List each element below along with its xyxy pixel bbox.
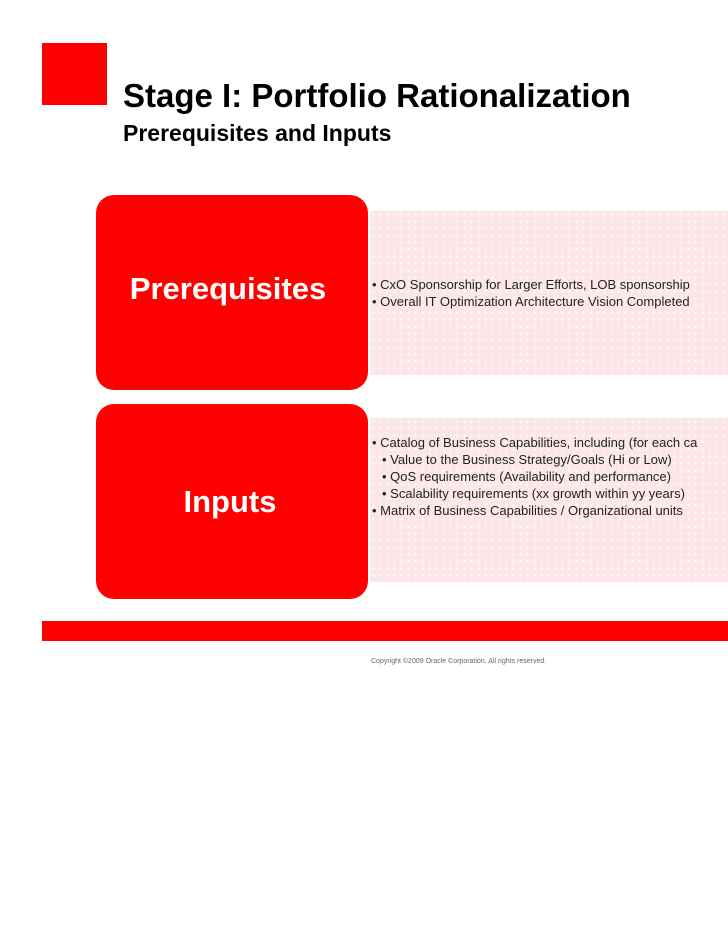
prerequisites-list: [372, 276, 690, 310]
prerequisites-label-box: [96, 195, 368, 390]
footer-bar: [42, 621, 728, 641]
inputs-list: [372, 434, 697, 519]
input-subitem: • QoS requirements (Availability and performance): [382, 469, 671, 484]
prerequisite-item: • CxO Sponsorship for Larger Efforts, LOB sponsorship: [372, 277, 690, 292]
input-item: • Catalog of Business Capabilities, including (for each ca: [372, 435, 698, 450]
input-subitem: • Value to the Business Strategy/Goals (Hi or Low): [382, 452, 672, 467]
prerequisites-label: Prerequisites: [129, 271, 327, 306]
slide-subtitle: Prerequisites and Inputs: [123, 120, 392, 146]
slide-title: Stage I: Portfolio Rationalization: [123, 77, 631, 114]
input-item: • Matrix of Business Capabilities / Organizational units: [372, 503, 683, 518]
inputs-label-box: [96, 404, 368, 599]
prerequisite-item: • Overall IT Optimization Architecture Vision Completed: [372, 294, 690, 309]
logo-square: [42, 43, 107, 105]
copyright-text: Copyright ©2009 Oracle Corporation. All rights reserved.: [371, 658, 547, 665]
input-subitem: • Scalability requirements (xx growth within yy years): [382, 486, 685, 501]
inputs-label: Inputs: [183, 484, 277, 519]
